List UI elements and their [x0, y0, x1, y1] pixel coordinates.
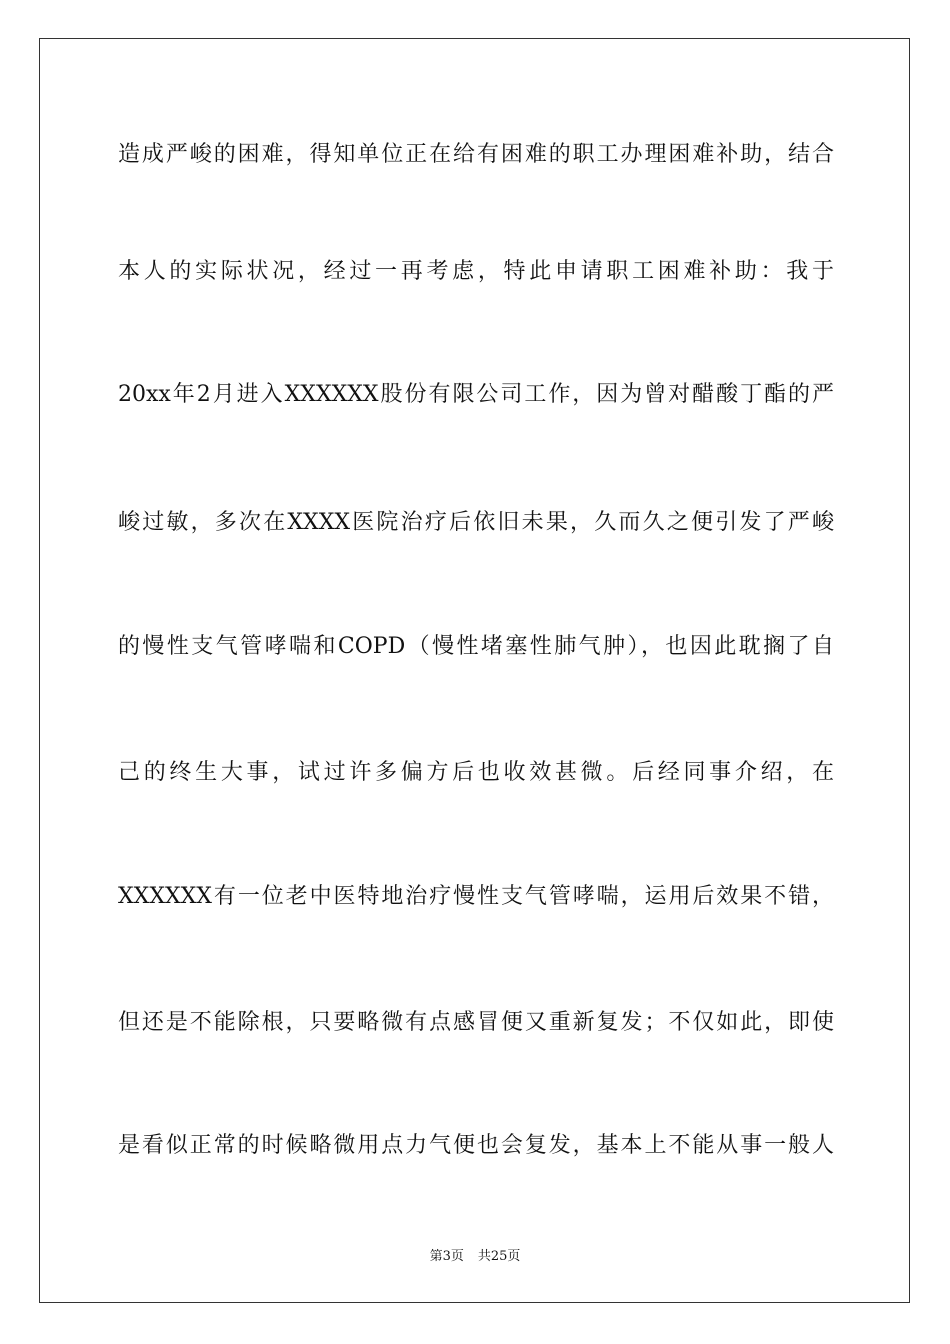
page-footer [0, 1248, 950, 1266]
text-line: 峻过敏，多次在XXXX医院治疗后依旧未果，久而久之便引发了严峻 [118, 510, 834, 535]
page-number: 第3页 [429, 1249, 464, 1264]
text-line: 20xx年2月进入XXXXXX股份有限公司工作，因为曾对醋酸丁酯的严 [118, 382, 834, 407]
text-line: 己的终生大事，试过许多偏方后也收效甚微。后经同事介绍，在 [118, 760, 834, 785]
text-line: 但还是不能除根，只要略微有点感冒便又重新复发；不仅如此，即使 [118, 1010, 834, 1035]
text-line: 的慢性支气管哮喘和COPD（慢性堵塞性肺气肿），也因此耽搁了自 [118, 634, 834, 659]
page-total: 共25页 [477, 1249, 521, 1264]
page-border [39, 38, 910, 1303]
text-line: XXXXXX有一位老中医特地治疗慢性支气管哮喘，运用后效果不错， [118, 884, 834, 909]
text-line: 本人的实际状况，经过一再考虑，特此申请职工困难补助：我于 [118, 259, 834, 284]
text-line: 造成严峻的困难，得知单位正在给有困难的职工办理困难补助，结合 [118, 142, 834, 167]
text-line: 是看似正常的时候略微用点力气便也会复发，基本上不能从事一般人 [118, 1133, 834, 1158]
